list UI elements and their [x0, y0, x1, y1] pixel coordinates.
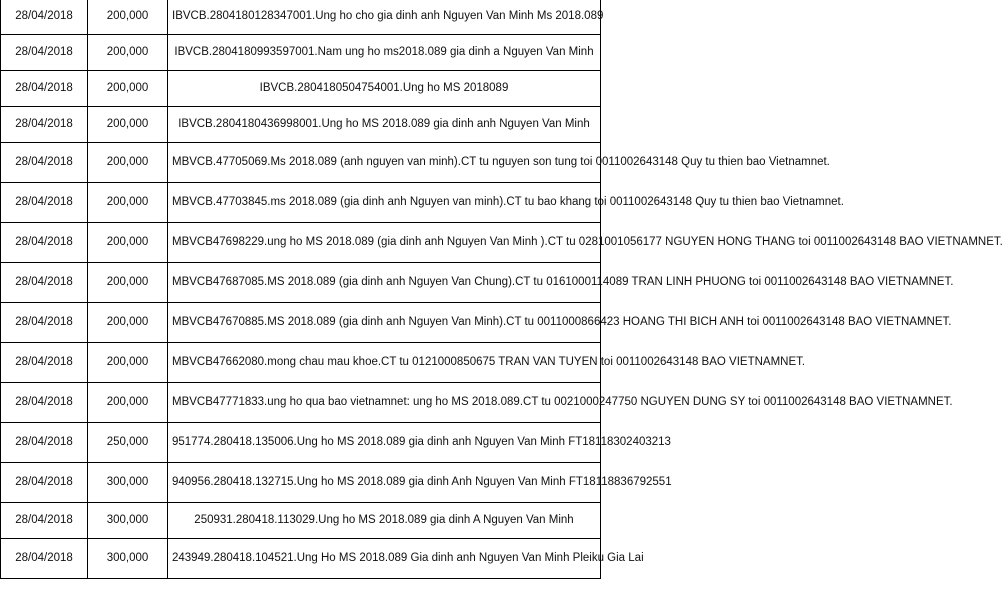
table-row [1, 303, 601, 343]
date-cell: 28/04/2018 [1, 383, 88, 423]
description-cell: IBVCB.2804180504754001.Ung ho MS 2018089 [168, 71, 601, 107]
amount-cell: 200,000 [88, 383, 168, 423]
date-cell: 28/04/2018 [1, 223, 88, 263]
amount-cell: 200,000 [88, 143, 168, 183]
description-cell: MBVCB47771833.ung ho qua bao vietnamnet: ung ho MS 2018.089.CT tu 0021000247750 NGUYEN DUNG SY toi 0011002643148 BAO VIETNAMNET. [168, 383, 601, 423]
description-cell: MBVCB47687085.MS 2018.089 (gia dinh anh Nguyen Van Chung).CT tu 0161000114089 TRAN LINH PHUONG toi 0011002643148 BAO VIETNAMNET. [168, 263, 601, 303]
table-row [1, 223, 601, 263]
amount-cell: 200,000 [88, 35, 168, 71]
description-cell: MBVCB47670885.MS 2018.089 (gia dinh anh Nguyen Van Minh).CT tu 0011000866423 HOANG THI BICH ANH toi 0011002643148 BAO VIETNAMNET. [168, 303, 601, 343]
table-row [1, 423, 601, 463]
table-row [1, 183, 601, 223]
description-cell: IBVCB.2804180128347001.Ung ho cho gia dinh anh Nguyen Van Minh Ms 2018.089 [168, 0, 601, 35]
table-row [1, 383, 601, 423]
date-cell: 28/04/2018 [1, 539, 88, 579]
description-cell: 940956.280418.132715.Ung ho MS 2018.089 gia dinh Anh Nguyen Van Minh FT18118836792551 [168, 463, 601, 503]
date-cell: 28/04/2018 [1, 423, 88, 463]
description-cell: MBVCB47698229.ung ho MS 2018.089 (gia dinh anh Nguyen Van Minh ).CT tu 0281001056177 NGUYEN HONG THANG toi 0011002643148 BAO VIETNAMNET. [168, 223, 601, 263]
table-row [1, 343, 601, 383]
date-cell: 28/04/2018 [1, 143, 88, 183]
date-cell: 28/04/2018 [1, 303, 88, 343]
description-cell: MBVCB.47703845.ms 2018.089 (gia dinh anh Nguyen van minh).CT tu bao khang toi 0011002643148 Quy tu thien bao Vietnamnet. [168, 183, 601, 223]
table-row [1, 143, 601, 183]
amount-cell: 200,000 [88, 223, 168, 263]
amount-cell: 250,000 [88, 423, 168, 463]
date-cell: 28/04/2018 [1, 503, 88, 539]
amount-cell: 200,000 [88, 303, 168, 343]
date-cell: 28/04/2018 [1, 463, 88, 503]
date-cell: 28/04/2018 [1, 35, 88, 71]
amount-cell: 200,000 [88, 0, 168, 35]
date-cell: 28/04/2018 [1, 343, 88, 383]
amount-cell: 300,000 [88, 503, 168, 539]
table-row [1, 263, 601, 303]
table-row [1, 463, 601, 503]
table-row [1, 539, 601, 579]
amount-cell: 200,000 [88, 263, 168, 303]
table-row [1, 0, 601, 35]
description-cell: 243949.280418.104521.Ung Ho MS 2018.089 Gia dinh anh Nguyen Van Minh Pleiku Gia Lai [168, 539, 601, 579]
amount-cell: 200,000 [88, 343, 168, 383]
amount-cell: 300,000 [88, 463, 168, 503]
description-cell: MBVCB47662080.mong chau mau khoe.CT tu 0121000850675 TRAN VAN TUYEN toi 0011002643148 BAO VIETNAMNET. [168, 343, 601, 383]
date-cell: 28/04/2018 [1, 107, 88, 143]
amount-cell: 200,000 [88, 71, 168, 107]
date-cell: 28/04/2018 [1, 71, 88, 107]
table-row [1, 35, 601, 71]
description-cell: 250931.280418.113029.Ung ho MS 2018.089 gia dinh A Nguyen Van Minh [168, 503, 601, 539]
description-cell: IBVCB.2804180993597001.Nam ung ho ms2018.089 gia dinh a Nguyen Van Minh [168, 35, 601, 71]
amount-cell: 200,000 [88, 107, 168, 143]
description-cell: IBVCB.2804180436998001.Ung ho MS 2018.089 gia dinh anh Nguyen Van Minh [168, 107, 601, 143]
table-row [1, 107, 601, 143]
date-cell: 28/04/2018 [1, 0, 88, 35]
date-cell: 28/04/2018 [1, 183, 88, 223]
description-cell: 951774.280418.135006.Ung ho MS 2018.089 gia dinh anh Nguyen Van Minh FT18118302403213 [168, 423, 601, 463]
table-row [1, 503, 601, 539]
table-row [1, 71, 601, 107]
amount-cell: 200,000 [88, 183, 168, 223]
description-cell: MBVCB.47705069.Ms 2018.089 (anh nguyen van minh).CT tu nguyen son tung toi 0011002643148 Quy tu thien bao Vietnamnet. [168, 143, 601, 183]
date-cell: 28/04/2018 [1, 263, 88, 303]
amount-cell: 300,000 [88, 539, 168, 579]
